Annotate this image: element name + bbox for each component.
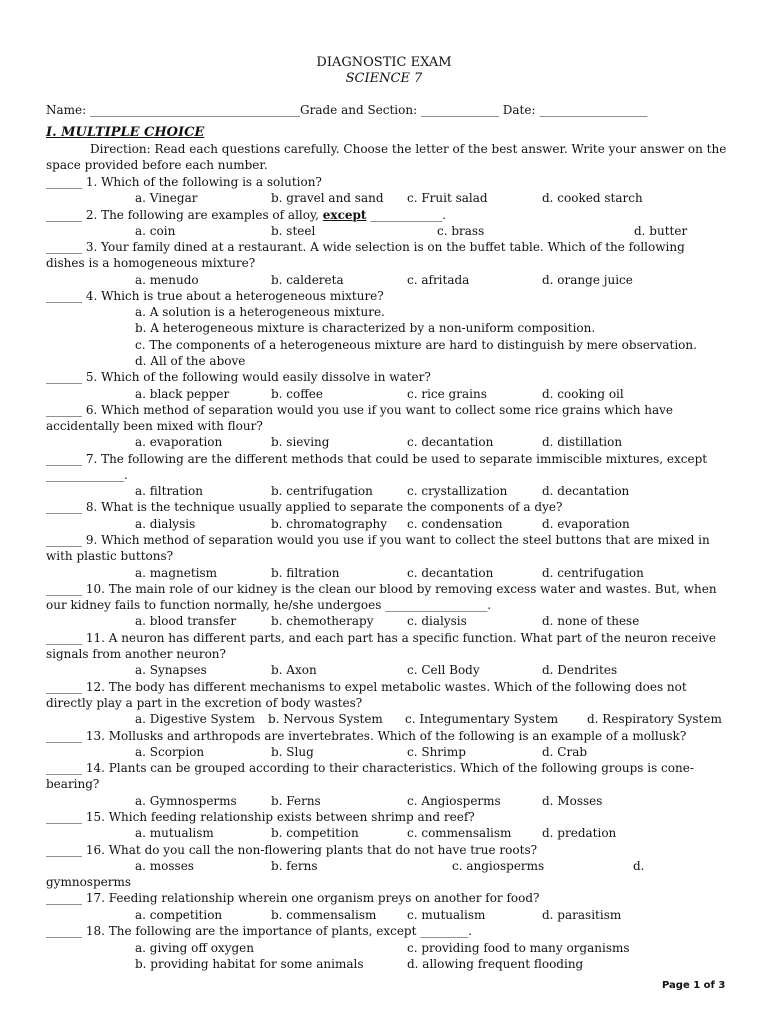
q3-option-d: d. orange juice [542,273,633,287]
q2-blank: ____________. [366,208,447,222]
q7-option-a: a. filtration [135,484,203,498]
q3-option-a: a. menudo [135,273,199,287]
q11-option-b: b. Axon [271,663,317,677]
q3-option-b: b. caldereta [271,273,344,287]
q4-option-c: c. The components of a heterogeneous mixture are hard to distinguish by mere observation. [135,338,697,352]
q4-option-b: b. A heterogeneous mixture is characterized by a non-uniform composition. [135,321,596,335]
question-6: ______ 6. Which method of separation would you use if you want to collect some rice grains which have [46,403,674,417]
q2-option-d: d. butter [634,224,688,238]
q4-option-d: d. All of the above [135,354,246,368]
q16-option-a: a. mosses [135,859,194,873]
q10-option-d: d. none of these [542,614,640,628]
q12-option-c: c. Integumentary System [405,712,559,726]
q6-option-b: b. sieving [271,435,330,449]
question-4: ______ 4. Which is true about a heterogeneous mixture? [46,289,384,303]
question-10: ______ 10. The main role of our kidney is the clean our blood by removing excess water and wastes. But, when [46,582,717,596]
q15-option-c: c. commensalism [407,826,512,840]
q14-option-a: a. Gymnosperms [135,794,237,808]
q14-option-d: d. Mosses [542,794,603,808]
q7-option-c: c. crystallization [407,484,508,498]
q10-option-a: a. blood transfer [135,614,237,628]
q2-option-a: a. coin [135,224,176,238]
q8-option-c: c. condensation [407,517,503,531]
question-3: ______ 3. Your family dined at a restaurant. A wide selection is on the buffet table. Which of the following [46,240,685,254]
q7-option-d: d. decantation [542,484,630,498]
q5-option-c: c. rice grains [407,387,487,401]
q8-option-b: b. chromatography [271,517,388,531]
q6-option-d: d. distillation [542,435,623,449]
question-15: ______ 15. Which feeding relationship exists between shrimp and reef? [46,810,475,824]
question-12: ______ 12. The body has different mechanisms to expel metabolic wastes. Which of the following does not [46,680,687,694]
q16-option-b: b. ferns [271,859,318,873]
q13-option-d: d. Crab [542,745,588,759]
q9-option-a: a. magnetism [135,566,218,580]
question-13: ______ 13. Mollusks and arthropods are invertebrates. Which of the following is an example of a mollusk? [46,729,687,743]
q5-option-b: b. coffee [271,387,323,401]
q18-option-b: b. providing habitat for some animals [135,957,364,971]
q2-text: ______ 2. The following are examples of alloy, [46,208,323,222]
question-11-cont: signals from another neuron? [46,647,226,661]
q1-option-a: a. Vinegar [135,191,198,205]
q12-option-d: d. Respiratory System [587,712,722,726]
q9-option-d: d. centrifugation [542,566,644,580]
q2-except: except [322,208,367,222]
direction-text: Direction: Read each questions carefully. Choose the letter of the best answer. Write your answer on the [90,142,727,156]
question-8: ______ 8. What is the technique usually applied to separate the components of a dye? [46,500,563,514]
q8-option-d: d. evaporation [542,517,630,531]
q18-option-c: c. providing food to many organisms [407,941,630,955]
student-info-line: Name: ___________________________________Grade and Section: _____________ Date: __________________ [46,103,648,117]
q14-option-c: c. Angiosperms [407,794,501,808]
q9-option-b: b. filtration [271,566,340,580]
q16-option-d: d. [633,859,645,873]
question-9-cont: with plastic buttons? [46,549,174,563]
question-11: ______ 11. A neuron has different parts, and each part has a specific function. What part of the neuron receive [46,631,716,645]
q9-option-c: c. decantation [407,566,494,580]
q11-option-d: d. Dendrites [542,663,618,677]
q17-option-b: b. commensalism [271,908,377,922]
q2-option-c: c. brass [437,224,485,238]
q12-option-a: a. Digestive System [135,712,255,726]
q1-option-c: c. Fruit salad [407,191,488,205]
q17-option-a: a. competition [135,908,223,922]
q5-option-a: a. black pepper [135,387,230,401]
question-17: ______ 17. Feeding relationship wherein one organism preys on another for food? [46,891,540,905]
q18-option-d: d. allowing frequent flooding [407,957,584,971]
q13-option-b: b. Slug [271,745,314,759]
q5-option-d: d. cooking oil [542,387,624,401]
question-12-cont: directly play a part in the excretion of body wastes? [46,696,363,710]
question-14-cont: bearing? [46,777,100,791]
direction-text-cont: space provided before each number. [46,158,268,172]
q17-option-c: c. mutualism [407,908,486,922]
q15-option-d: d. predation [542,826,617,840]
q6-option-a: a. evaporation [135,435,223,449]
question-7: ______ 7. The following are the different methods that could be used to separate immiscible mixtures, except [46,452,708,466]
question-1: ______ 1. Which of the following is a solution? [46,175,322,189]
q15-option-b: b. competition [271,826,359,840]
q3-option-c: c. afritada [407,273,470,287]
q10-option-b: b. chemotherapy [271,614,374,628]
question-18: ______ 18. The following are the importance of plants, except ________. [46,924,473,938]
q15-option-a: a. mutualism [135,826,214,840]
q16-option-d-cont: gymnosperms [46,875,132,889]
page-number: Page 1 of 3 [662,980,726,991]
q16-option-c: c. angiosperms [452,859,545,873]
question-6-cont: accidentally been mixed with flour? [46,419,263,433]
q13-option-c: c. Shrimp [407,745,466,759]
section-title: I. MULTIPLE CHOICE [46,125,205,140]
q7-option-b: b. centrifugation [271,484,373,498]
question-14: ______ 14. Plants can be grouped according to their characteristics. Which of the following groups is cone- [46,761,694,775]
q12-option-b: b. Nervous System [268,712,383,726]
question-2 [46,208,446,222]
q13-option-a: a. Scorpion [135,745,205,759]
question-16: ______ 16. What do you call the non-flowering plants that do not have true roots? [46,843,538,857]
question-7-cont: _____________. [46,468,128,482]
question-5: ______ 5. Which of the following would easily dissolve in water? [46,370,431,384]
question-9: ______ 9. Which method of separation would you use if you want to collect the steel buttons that are mixed in [46,533,710,547]
q11-option-a: a. Synapses [135,663,207,677]
q1-option-d: d. cooked starch [542,191,643,205]
q8-option-a: a. dialysis [135,517,196,531]
q1-option-b: b. gravel and sand [271,191,384,205]
q18-option-a: a. giving off oxygen [135,941,254,955]
question-10-cont: our kidney fails to function normally, he/she undergoes _________________. [46,598,492,612]
q17-option-d: d. parasitism [542,908,622,922]
q4-option-a: a. A solution is a heterogeneous mixture. [135,305,385,319]
q10-option-c: c. dialysis [407,614,467,628]
q6-option-c: c. decantation [407,435,494,449]
question-3-cont: dishes is a homogeneous mixture? [46,256,256,270]
q11-option-c: c. Cell Body [407,663,480,677]
q2-option-b: b. steel [271,224,316,238]
exam-subject: SCIENCE 7 [345,71,423,86]
exam-title: DIAGNOSTIC EXAM [316,55,452,70]
q14-option-b: b. Ferns [271,794,321,808]
